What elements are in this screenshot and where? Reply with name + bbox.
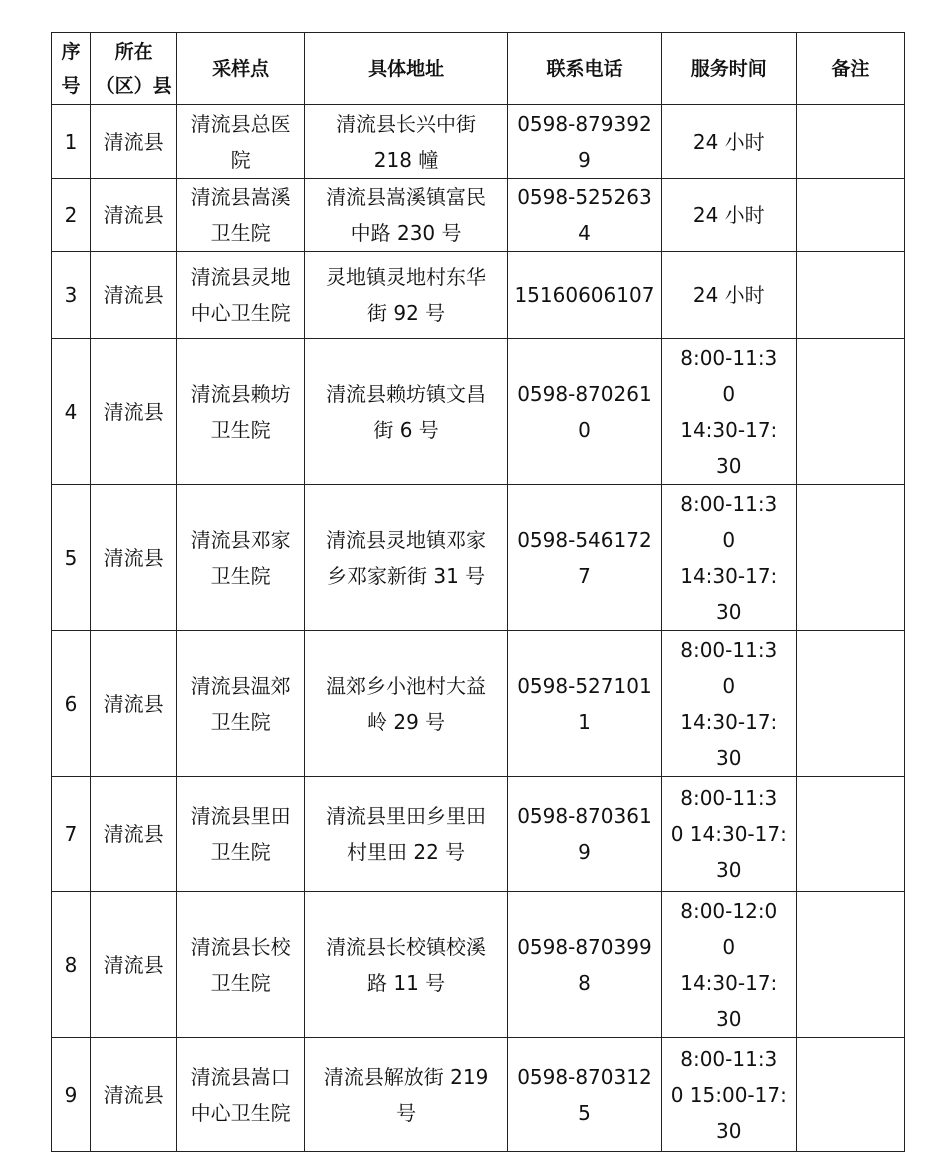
address-cell <box>304 485 507 631</box>
phone-cell-line: 5 <box>578 1100 591 1125</box>
note-cell <box>796 1038 904 1152</box>
phone-cell-line: 0598-527101 <box>517 673 652 698</box>
phone-cell-line: 15160606107 <box>514 283 655 307</box>
address-cell-line: 岭 29 号 <box>366 709 446 734</box>
hours-cell-line: 24 小时 <box>692 129 765 154</box>
address-cell-line: 清流县里田乡里田 <box>326 804 487 828</box>
site-cell-line: 清流县总医 <box>190 111 291 136</box>
header-cell: 服务时间 <box>661 33 796 105</box>
site-cell-line: 卫生院 <box>210 563 271 588</box>
note-cell <box>796 339 904 485</box>
phone-cell-line: 0598-870361 <box>517 804 652 828</box>
hours-cell-line: 24 小时 <box>692 203 765 227</box>
phone-cell <box>508 1038 662 1152</box>
row-number: 6 <box>52 631 91 777</box>
header-line: 所在 <box>114 40 153 63</box>
site-cell <box>177 1038 305 1152</box>
site-cell <box>177 252 305 339</box>
table-row <box>52 485 905 631</box>
note-cell <box>796 777 904 892</box>
header-line: 序 <box>61 40 81 63</box>
hours-cell-line: 0 15:00-17: <box>670 1082 787 1107</box>
address-cell <box>304 252 507 339</box>
site-cell <box>177 485 305 631</box>
header-row <box>52 33 905 105</box>
hours-cell <box>661 252 796 339</box>
site-cell-line: 清流县灵地 <box>190 265 291 289</box>
table-row <box>52 892 905 1038</box>
hours-cell <box>661 777 796 892</box>
row-number: 7 <box>52 777 91 892</box>
hours-cell-line: 30 <box>716 453 742 478</box>
hours-cell-line: 14:30-17: <box>680 709 778 734</box>
address-cell <box>304 777 507 892</box>
address-cell-line: 清流县赖坊镇文昌 <box>326 381 487 406</box>
row-number: 4 <box>52 339 91 485</box>
address-cell <box>304 179 507 252</box>
address-cell-line: 清流县嵩溪镇富民 <box>326 185 487 209</box>
phone-cell-line: 0598-546172 <box>517 527 652 552</box>
site-cell-line: 清流县长校 <box>190 934 291 959</box>
row-number: 8 <box>52 892 91 1038</box>
county-cell: 清流县 <box>90 892 176 1038</box>
note-cell <box>796 179 904 252</box>
site-cell <box>177 179 305 252</box>
hours-cell-line: 0 <box>722 934 736 959</box>
phone-cell-line: 0598-525263 <box>517 185 652 209</box>
header-cell: 具体地址 <box>304 33 507 105</box>
header-cell: 采样点 <box>177 33 305 105</box>
phone-cell-line: 1 <box>578 709 591 734</box>
phone-cell-line: 0 <box>578 417 591 442</box>
address-cell <box>304 1038 507 1152</box>
county-cell: 清流县 <box>90 777 176 892</box>
site-cell-line: 卫生院 <box>210 709 271 734</box>
hours-cell <box>661 485 796 631</box>
hours-cell <box>661 339 796 485</box>
address-cell-line: 乡邓家新街 31 号 <box>326 563 486 588</box>
hours-cell-line: 8:00-11:3 <box>680 345 778 370</box>
header-cell <box>90 33 176 105</box>
phone-cell <box>508 892 662 1038</box>
header-cell <box>52 33 91 105</box>
address-cell-line: 清流县长校镇校溪 <box>326 934 487 959</box>
site-cell-line: 中心卫生院 <box>190 1100 291 1125</box>
phone-cell <box>508 485 662 631</box>
note-cell <box>796 631 904 777</box>
table-body <box>52 105 905 1152</box>
table-row <box>52 1038 905 1152</box>
hours-cell-line: 0 14:30-17: <box>670 822 787 846</box>
site-cell-line: 清流县嵩口 <box>190 1064 291 1089</box>
phone-cell-line: 0598-870312 <box>517 1064 652 1089</box>
site-cell <box>177 631 305 777</box>
table-row <box>52 252 905 339</box>
site-cell-line: 卫生院 <box>210 840 271 864</box>
county-cell: 清流县 <box>90 1038 176 1152</box>
hours-cell <box>661 105 796 179</box>
address-cell <box>304 105 507 179</box>
hours-cell-line: 0 <box>722 381 736 406</box>
site-cell-line: 卫生院 <box>210 417 271 442</box>
hours-cell-line: 24 小时 <box>692 283 765 307</box>
address-cell-line: 清流县灵地镇邓家 <box>326 527 487 552</box>
address-cell-line: 温郊乡小池村大益 <box>326 673 487 698</box>
hours-cell <box>661 1038 796 1152</box>
table-row <box>52 179 905 252</box>
county-cell: 清流县 <box>90 179 176 252</box>
address-cell <box>304 631 507 777</box>
hours-cell-line: 8:00-11:3 <box>680 786 778 810</box>
county-cell: 清流县 <box>90 339 176 485</box>
site-cell <box>177 105 305 179</box>
hours-cell-line: 30 <box>716 1118 742 1143</box>
phone-cell-line: 8 <box>578 970 591 995</box>
site-cell-line: 清流县温郊 <box>190 673 291 698</box>
site-cell-line: 清流县里田 <box>190 804 291 828</box>
address-cell-line: 街 92 号 <box>366 301 446 325</box>
phone-cell-line: 0598-879392 <box>517 111 652 136</box>
site-cell-line: 中心卫生院 <box>190 301 291 325</box>
phone-cell <box>508 339 662 485</box>
address-cell-line: 村里田 22 号 <box>346 840 466 864</box>
phone-cell-line: 9 <box>578 840 591 864</box>
site-cell-line: 院 <box>230 147 251 172</box>
phone-cell <box>508 252 662 339</box>
table-row <box>52 339 905 485</box>
address-cell-line: 218 幢 <box>373 147 439 172</box>
hours-cell-line: 8:00-11:3 <box>680 491 778 516</box>
note-cell <box>796 105 904 179</box>
phone-cell <box>508 179 662 252</box>
address-cell-line: 街 6 号 <box>373 417 439 442</box>
phone-cell-line: 4 <box>578 221 591 245</box>
site-cell-line: 清流县赖坊 <box>190 381 291 406</box>
table-row <box>52 105 905 179</box>
phone-cell <box>508 631 662 777</box>
hours-cell-line: 8:00-11:3 <box>680 1046 778 1071</box>
table-row <box>52 631 905 777</box>
site-cell <box>177 777 305 892</box>
hours-cell <box>661 631 796 777</box>
phone-cell-line: 7 <box>578 563 591 588</box>
hours-cell-line: 30 <box>716 858 742 882</box>
row-number: 2 <box>52 179 91 252</box>
address-cell <box>304 892 507 1038</box>
note-cell <box>796 485 904 631</box>
county-cell: 清流县 <box>90 631 176 777</box>
site-cell-line: 清流县邓家 <box>190 527 291 552</box>
hours-cell <box>661 179 796 252</box>
phone-cell-line: 0598-870261 <box>517 381 652 406</box>
header-line: （区）县 <box>95 74 172 97</box>
hours-cell <box>661 892 796 1038</box>
site-cell-line: 清流县嵩溪 <box>190 185 291 209</box>
hours-cell-line: 14:30-17: <box>680 417 778 442</box>
address-cell-line: 路 11 号 <box>366 970 446 995</box>
phone-cell-line: 0598-870399 <box>517 934 652 959</box>
row-number: 9 <box>52 1038 91 1152</box>
hours-cell-line: 30 <box>716 745 742 770</box>
hours-cell-line: 0 <box>722 673 736 698</box>
address-cell-line: 中路 230 号 <box>350 221 462 245</box>
header-line: 号 <box>61 74 81 97</box>
site-cell-line: 卫生院 <box>210 221 271 245</box>
row-number: 1 <box>52 105 91 179</box>
hours-cell-line: 14:30-17: <box>680 563 778 588</box>
address-cell-line: 号 <box>396 1100 417 1125</box>
county-cell: 清流县 <box>90 485 176 631</box>
header-cell: 备注 <box>796 33 904 105</box>
hours-cell-line: 30 <box>716 599 742 624</box>
address-cell <box>304 339 507 485</box>
phone-cell-line: 9 <box>578 147 591 172</box>
table-row <box>52 777 905 892</box>
note-cell <box>796 892 904 1038</box>
note-cell <box>796 252 904 339</box>
hours-cell-line: 8:00-11:3 <box>680 637 778 662</box>
site-cell <box>177 892 305 1038</box>
address-cell-line: 灵地镇灵地村东华 <box>326 265 487 289</box>
phone-cell <box>508 105 662 179</box>
hours-cell-line: 30 <box>716 1006 742 1031</box>
site-cell-line: 卫生院 <box>210 970 271 995</box>
hours-cell-line: 0 <box>722 527 736 552</box>
county-cell: 清流县 <box>90 252 176 339</box>
row-number: 3 <box>52 252 91 339</box>
county-cell: 清流县 <box>90 105 176 179</box>
hours-cell-line: 8:00-12:0 <box>680 898 778 923</box>
sampling-sites-table <box>51 32 905 1152</box>
site-cell <box>177 339 305 485</box>
address-cell-line: 清流县解放街 219 <box>323 1064 489 1089</box>
row-number: 5 <box>52 485 91 631</box>
address-cell-line: 清流县长兴中街 <box>336 111 477 136</box>
phone-cell <box>508 777 662 892</box>
hours-cell-line: 14:30-17: <box>680 970 778 995</box>
header-cell: 联系电话 <box>508 33 662 105</box>
